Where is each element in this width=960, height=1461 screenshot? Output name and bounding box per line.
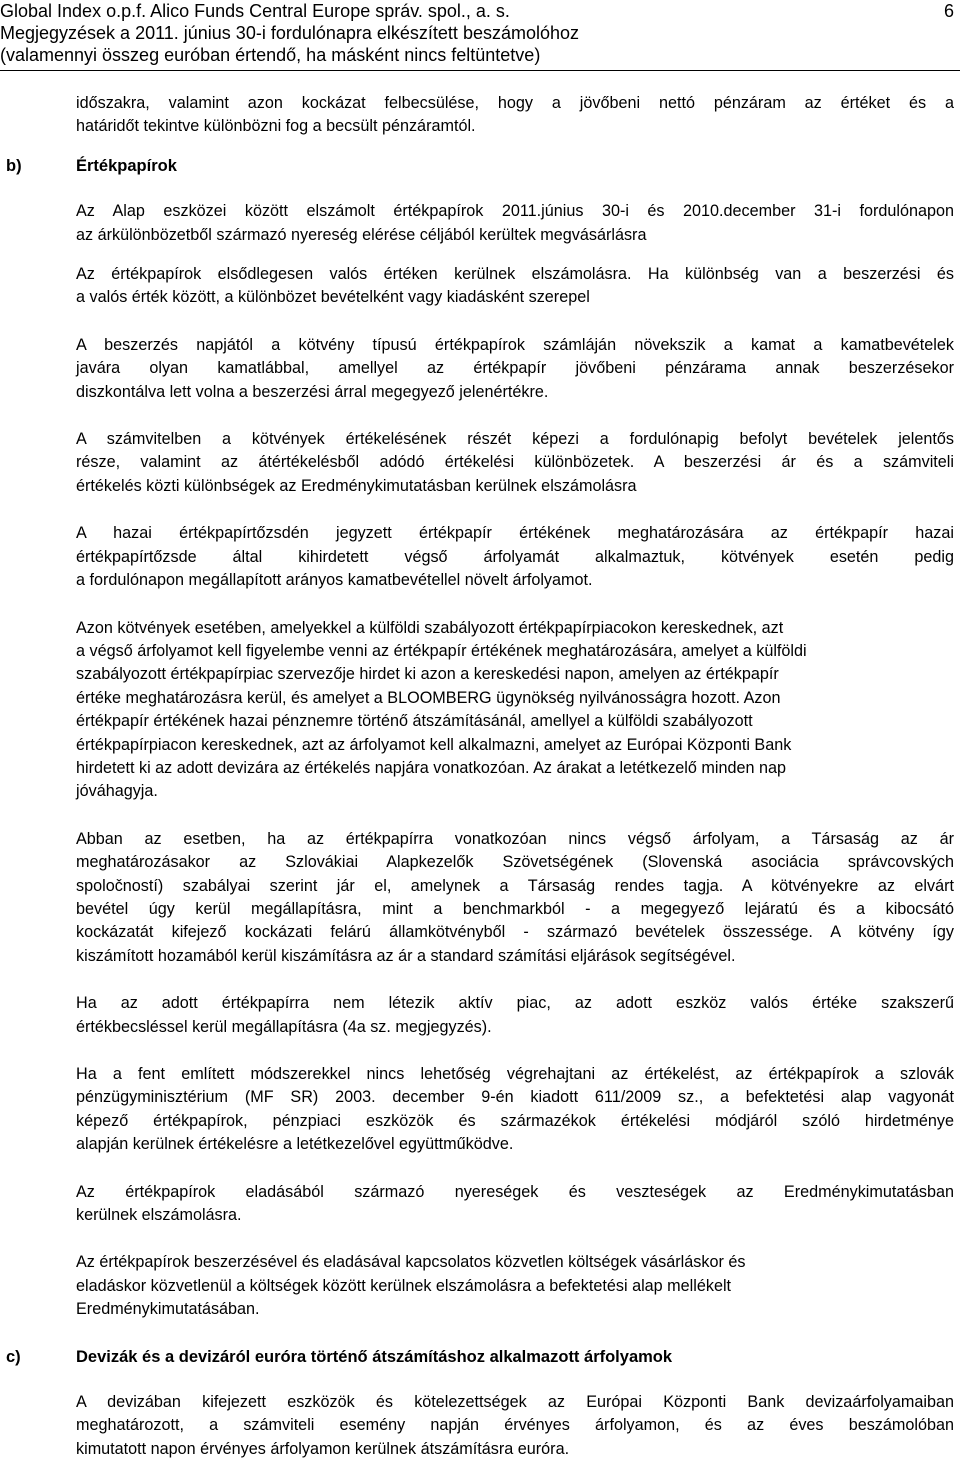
text-line: hirdetett ki az adott devizára az értékelés napjára vonatkozóan. Az árakat a letétkezelő minden nap — [76, 758, 786, 777]
text-line: A devizában kifejezett eszközök és kötelezettségek az Európai Központi Bank devizaárfolyamaiban — [76, 1393, 954, 1412]
page-header — [0, 0, 960, 66]
text-line: kimutatott napon érvényes árfolyamon kerülnek átszámításra euróra. — [76, 1439, 570, 1458]
paragraph — [76, 1391, 954, 1461]
paragraph — [76, 334, 954, 404]
text-line: alapján kerülnek értékelésre a letétkezelővel együttműködve. — [76, 1135, 514, 1154]
page-number: 6 — [943, 1, 954, 21]
text-line: értéke meghatározásra kerül, és amelyet a BLOOMBERG ügynökség nyilvánosságra hozott. Azon — [76, 688, 781, 707]
document-body — [6, 92, 954, 1461]
text-line: Abban az esetben, ha az értékpapírra vonatkozóan nincs végső árfolyam, a Társaság az ár — [76, 829, 954, 848]
header-currency-note: (valamennyi összeg euróban értendő, ha másként nincs feltüntetve) — [0, 45, 541, 65]
paragraph — [76, 522, 954, 592]
paragraph — [76, 617, 954, 804]
text-line: része, valamint az átértékelésből adódó értékelési különbözetek. A beszerzési ár és a számviteli — [76, 453, 954, 472]
paragraph — [76, 1251, 954, 1321]
text-line: Ha az adott értékpapírra nem létezik aktív piac, az adott eszköz valós értéke szakszerű — [76, 994, 954, 1013]
section-heading-currencies — [6, 1346, 954, 1369]
text-line: javára olyan kamatlábbal, amellyel az értékpapír jövőbeni pénzárama annak beszerzésekor — [76, 359, 954, 378]
header-divider — [0, 70, 960, 71]
text-line: Az értékpapírok beszerzésével és eladásával kapcsolatos közvetlen költségek vásárláskor és — [76, 1253, 746, 1272]
text-line: az árkülönbözetből származó nyereség elérése céljából kerültek megvásárlásra — [76, 225, 647, 244]
section-title: Értékpapírok — [76, 156, 177, 175]
text-line: határidőt tekintve különbözni fog a becsült pénzáramtól. — [76, 117, 476, 136]
text-line: spoločností) szabályai szerint jár el, amelynek a Társaság rendes tagja. A kötvényekre az elvárt — [76, 876, 954, 895]
intro-paragraph — [76, 92, 954, 139]
text-line: Eredménykimutatásában. — [76, 1300, 260, 1319]
paragraph — [76, 992, 954, 1039]
text-line: A hazai értékpapírtőzsdén jegyzett értékpapír értékének meghatározására az értékpapír hazai — [76, 524, 954, 543]
text-line: Ha a fent említett módszerekkel nincs lehetőség végrehajtani az értékelést, az értékpapírok a szlovák — [76, 1065, 954, 1083]
text-line: képező értékpapírok, pénzpiaci eszközök és származékok értékelési módjáról szóló hirdetménye — [76, 1111, 954, 1130]
text-line: A számvitelben a kötvények értékelésének részét képezi a fordulónapig befolyt bevételek jelentős — [76, 430, 954, 449]
text-line: értékpapírpiacon kereskednek, azt az árfolyamot kell alkalmazni, amelyet az Európai Központi Bank — [76, 735, 792, 754]
paragraph — [76, 428, 954, 498]
text-line: Az értékpapírok elsődlegesen valós értéken kerülnek elszámolásra. Ha különbség van a beszerzési és — [76, 265, 954, 284]
text-line: meghatározott, a számviteli esemény napján érvényes árfolyamon, és az éves beszámolóban — [76, 1416, 954, 1435]
text-line: kockázatát kifejező kockázati felárú államkötvényből - származó bevételek összessége. A kötvény így — [76, 923, 954, 942]
text-line: meghatározásakor az Szlovákiai Alapkezelők Szövetségének (Slovenská asociácia správcovských — [76, 853, 954, 872]
text-line: értékbecsléssel kerül megállapításra (4a sz. megjegyzés). — [76, 1017, 492, 1036]
text-line: Az értékpapírok eladásából származó nyereségek és veszteségek az Eredménykimutatásban — [76, 1182, 954, 1201]
text-line: pénzügyminisztérium (MF SR) 2003. december 9-én kiadott 611/2009 sz., a befektetési alap vagyonát — [76, 1088, 954, 1107]
text-line: A beszerzés napjától a kötvény típusú értékpapírok számláján növekszik a kamat a kamatbevételek — [76, 335, 954, 354]
text-line: időszakra, valamint azon kockázat felbecsülése, hogy a jövőbeni nettó pénzáram az értéket és a — [76, 94, 954, 112]
text-line: Azon kötvények esetében, amelyekkel a külföldi szabályozott értékpapírpiacokon kereskednek, azt — [76, 618, 784, 637]
text-line: kiszámított hozamából kerül kiszámításra az ár a standard számítási eljárások segítségével. — [76, 946, 736, 965]
paragraph — [76, 828, 954, 968]
text-line: eladáskor közvetlenül a költségek között kerülnek elszámolásra a befektetési alap mellékelt — [76, 1276, 732, 1295]
paragraph — [76, 200, 954, 247]
section-label: c) — [6, 1347, 21, 1366]
text-line: szabályozott értékpapírpiac szervezője hirdet ki azon a kereskedési napon, amelyen az értékpapír — [76, 665, 779, 684]
text-line: kerülnek elszámolásra. — [76, 1206, 242, 1225]
paragraph — [76, 263, 954, 310]
header-company-name: Global Index o.p.f. Alico Funds Central Europe správ. spol., a. s. — [0, 1, 510, 21]
text-line: a valós érték között, a különbözet bevételként vagy kiadásként szerepel — [76, 288, 590, 307]
text-line: bevétel úgy kerül megállapításra, mint a benchmarkból - a megegyező lejáratú és a kibocsátó — [76, 899, 954, 918]
paragraph — [76, 1063, 954, 1157]
text-line: értékpapír értékének hazai pénznemre történő átszámításánál, amellyel a külföldi szabályozott — [76, 712, 753, 731]
text-line: diszkontálva lett volna a beszerzési árral megegyező jelenértékre. — [76, 382, 549, 401]
text-line: a végső árfolyamot kell figyelembe venni az értékpapír értékének meghatározására, amelyet a külföldi — [76, 641, 807, 660]
text-line: Az Alap eszközei között elszámolt értékpapírok 2011.június 30-i és 2010.december 31-i fordulónapon — [76, 202, 954, 221]
section-heading-securities — [6, 155, 954, 178]
text-line: értékpapírtőzsde által kihirdetett végső árfolyamát alkalmaztuk, kötvények esetén pedig — [76, 547, 954, 566]
text-line: jóváhagyja. — [76, 782, 158, 801]
text-line: értékelés közti különbségek az Eredménykimutatásban kerülnek elszámolásra — [76, 476, 637, 495]
paragraph — [76, 1181, 954, 1228]
section-title: Devizák és a devizáról euróra történő átszámításhoz alkalmazott árfolyamok — [76, 1347, 673, 1366]
header-document-title: Megjegyzések a 2011. június 30-i fordulónapra elkészített beszámolóhoz — [0, 23, 580, 43]
section-label: b) — [6, 156, 22, 175]
text-line: a fordulónapon megállapított arányos kamatbevétellel növelt árfolyamot. — [76, 571, 593, 590]
